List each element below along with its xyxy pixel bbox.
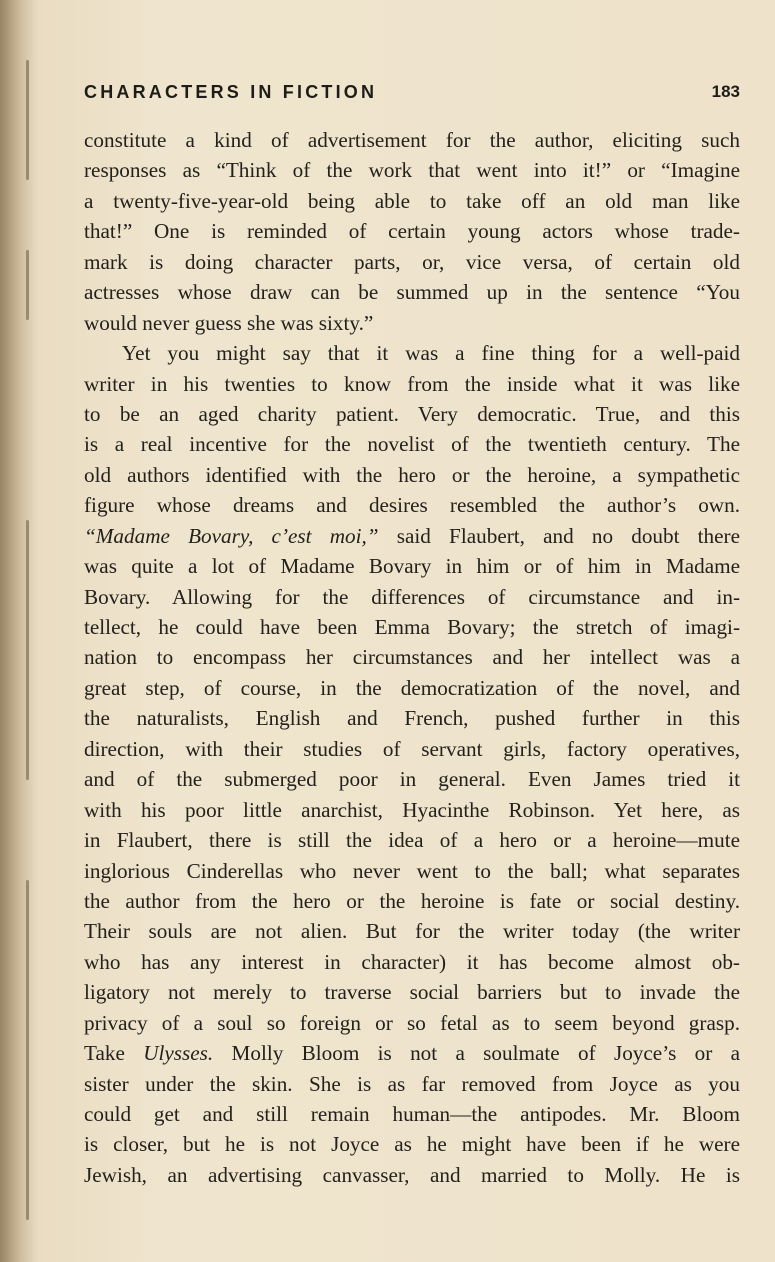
page-header xyxy=(84,82,740,108)
text-line xyxy=(84,155,740,185)
text-line xyxy=(84,369,740,399)
text-line xyxy=(84,1069,740,1099)
line-text: ligatory not merely to traverse social barriers but to invade the xyxy=(84,980,740,1005)
line-text: sister under the skin. She is as far removed from Joyce as you xyxy=(84,1071,740,1096)
text-line xyxy=(84,582,740,612)
binding-mark xyxy=(26,60,29,180)
line-text: was quite a lot of Madame Bovary in him or of him in Madame xyxy=(84,554,740,579)
text-line xyxy=(84,277,740,307)
text-line xyxy=(84,1099,740,1129)
line-text: Bovary. Allowing for the differences of circumstance and in- xyxy=(84,584,740,609)
line-text: Yet you might say that it was a fine thing for a well-paid xyxy=(122,341,740,366)
text-line xyxy=(84,460,740,490)
text-line xyxy=(84,642,740,672)
line-text: the naturalists, English and French, pushed further in this xyxy=(84,706,740,731)
text-line xyxy=(84,947,740,977)
line-text: actresses whose draw can be summed up in the sentence “You xyxy=(84,280,740,305)
text-line xyxy=(84,247,740,277)
text-line xyxy=(84,886,740,916)
line-text: tellect, he could have been Emma Bovary; the stretch of imagi- xyxy=(84,615,740,639)
text-line xyxy=(84,612,740,642)
italic-title: Ulysses. xyxy=(143,1041,214,1066)
line-text: mark is doing character parts, or, vice versa, of certain old xyxy=(84,249,740,274)
line-text: figure whose dreams and desires resembled the author’s own. xyxy=(84,493,740,518)
text-line xyxy=(84,186,740,216)
line-text: privacy of a soul so foreign or so fetal as to seem beyond grasp. xyxy=(84,1010,740,1035)
binding-mark xyxy=(26,520,29,780)
line-text: with his poor little anarchist, Hyacinthe Robinson. Yet here, as xyxy=(84,797,740,822)
text-line xyxy=(84,1129,740,1159)
text-line xyxy=(84,673,740,703)
text-line xyxy=(84,1038,740,1068)
line-text: Their souls are not alien. But for the writer today (the writer xyxy=(84,919,740,944)
line-text: great step, of course, in the democratization of the novel, and xyxy=(84,675,740,700)
body-text xyxy=(84,125,740,1190)
text-line xyxy=(84,856,740,886)
text-line xyxy=(84,490,740,520)
line-text: said Flaubert, and no doubt there xyxy=(378,523,741,548)
page-number: 183 xyxy=(711,82,740,101)
line-text: Molly Bloom is not a soulmate of Joyce’s or a xyxy=(213,1041,740,1066)
text-line xyxy=(84,399,740,429)
line-text: the author from the hero or the heroine is fate or social destiny. xyxy=(84,888,740,913)
line-text: direction, with their studies of servant girls, factory operatives, xyxy=(84,736,740,761)
line-text: in Flaubert, there is still the idea of a hero or a heroine—mute xyxy=(84,828,740,853)
text-line xyxy=(84,308,740,338)
binding-mark xyxy=(26,250,29,320)
line-text: a twenty-five-year-old being able to take off an old man like xyxy=(84,188,740,213)
line-prefix: Take xyxy=(84,1041,144,1066)
text-line xyxy=(84,1160,740,1190)
line-text: nation to encompass her circumstances and her intellect was a xyxy=(84,645,740,670)
text-line xyxy=(84,551,740,581)
line-text: could get and still remain human—the antipodes. Mr. Bloom xyxy=(84,1102,740,1126)
text-line xyxy=(84,703,740,733)
text-line xyxy=(84,429,740,459)
line-text: and of the submerged poor in general. Even James tried it xyxy=(84,767,740,792)
text-line xyxy=(84,521,740,551)
text-line xyxy=(84,216,740,246)
text-line xyxy=(84,825,740,855)
text-line xyxy=(84,795,740,825)
line-text: would never guess she was sixty.” xyxy=(84,310,374,335)
binding-mark xyxy=(26,880,29,1220)
line-text: old authors identified with the hero or the heroine, a sympathetic xyxy=(84,462,740,487)
line-text: responses as “Think of the work that went into it!” or “Imagine xyxy=(84,158,740,183)
text-line xyxy=(84,764,740,794)
text-line xyxy=(84,125,740,155)
book-spine-shadow xyxy=(0,0,40,1262)
italic-title: “Madame Bovary, c’est moi,” xyxy=(84,523,379,548)
line-text: is a real incentive for the novelist of the twentieth century. The xyxy=(84,432,740,457)
line-text: who has any interest in character) it has become almost ob- xyxy=(84,949,740,974)
running-head: CHARACTERS IN FICTION xyxy=(84,82,378,102)
line-text: is closer, but he is not Joyce as he might have been if he were xyxy=(84,1132,740,1157)
line-text: Jewish, an advertising canvasser, and married to Molly. He is xyxy=(84,1162,740,1187)
text-line xyxy=(84,916,740,946)
line-text: writer in his twenties to know from the inside what it was like xyxy=(84,371,740,396)
text-line xyxy=(84,734,740,764)
line-text: inglorious Cinderellas who never went to the ball; what separates xyxy=(84,858,740,883)
line-text: constitute a kind of advertisement for the author, eliciting such xyxy=(84,128,740,152)
text-line xyxy=(84,338,740,368)
line-text: that!” One is reminded of certain young actors whose trade- xyxy=(84,219,740,244)
line-text: to be an aged charity patient. Very democratic. True, and this xyxy=(84,401,740,426)
text-line xyxy=(84,1008,740,1038)
text-line xyxy=(84,977,740,1007)
